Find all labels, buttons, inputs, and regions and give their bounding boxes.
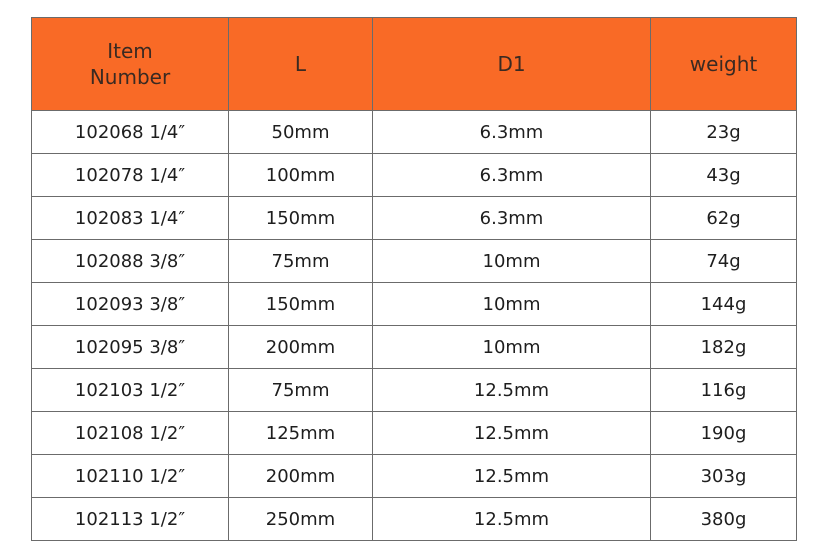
cell-weight: 43g <box>651 154 797 197</box>
cell-item-number: 102113 1/2″ <box>32 498 229 541</box>
header-item-number <box>32 18 229 111</box>
table-row <box>32 154 797 197</box>
spec-table <box>31 17 797 541</box>
table-row <box>32 369 797 412</box>
cell-d1: 12.5mm <box>373 498 651 541</box>
cell-item-number: 102108 1/2″ <box>32 412 229 455</box>
table-header <box>32 18 797 111</box>
cell-weight: 144g <box>651 283 797 326</box>
cell-weight: 303g <box>651 455 797 498</box>
cell-item-number: 102083 1/4″ <box>32 197 229 240</box>
header-d1-label: D1 <box>497 52 526 76</box>
header-l <box>229 18 373 111</box>
cell-l: 250mm <box>229 498 373 541</box>
table-row <box>32 326 797 369</box>
cell-d1: 6.3mm <box>373 154 651 197</box>
cell-l: 150mm <box>229 197 373 240</box>
cell-weight: 182g <box>651 326 797 369</box>
table-body <box>32 111 797 541</box>
cell-item-number: 102103 1/2″ <box>32 369 229 412</box>
header-l-label: L <box>294 52 307 76</box>
cell-item-number: 102110 1/2″ <box>32 455 229 498</box>
cell-item-number: 102093 3/8″ <box>32 283 229 326</box>
cell-weight: 380g <box>651 498 797 541</box>
cell-l: 100mm <box>229 154 373 197</box>
cell-item-number: 102078 1/4″ <box>32 154 229 197</box>
cell-d1: 12.5mm <box>373 412 651 455</box>
cell-d1: 10mm <box>373 240 651 283</box>
header-row <box>32 18 797 111</box>
cell-d1: 10mm <box>373 326 651 369</box>
cell-weight: 62g <box>651 197 797 240</box>
header-item-number-line-2: Number <box>89 65 171 89</box>
cell-l: 125mm <box>229 412 373 455</box>
header-weight-label: weight <box>689 52 758 76</box>
cell-weight: 74g <box>651 240 797 283</box>
cell-item-number: 102088 3/8″ <box>32 240 229 283</box>
table-row <box>32 283 797 326</box>
cell-d1: 12.5mm <box>373 369 651 412</box>
cell-l: 75mm <box>229 240 373 283</box>
cell-weight: 190g <box>651 412 797 455</box>
header-d1 <box>373 18 651 111</box>
cell-l: 200mm <box>229 455 373 498</box>
header-weight <box>651 18 797 111</box>
cell-d1: 6.3mm <box>373 197 651 240</box>
cell-item-number: 102095 3/8″ <box>32 326 229 369</box>
table-row <box>32 197 797 240</box>
cell-d1: 6.3mm <box>373 111 651 154</box>
cell-d1: 10mm <box>373 283 651 326</box>
table-row <box>32 498 797 541</box>
cell-l: 50mm <box>229 111 373 154</box>
table-row <box>32 455 797 498</box>
cell-weight: 116g <box>651 369 797 412</box>
header-item-number-line-1: Item <box>107 39 153 63</box>
table-row <box>32 111 797 154</box>
cell-d1: 12.5mm <box>373 455 651 498</box>
cell-l: 75mm <box>229 369 373 412</box>
cell-item-number: 102068 1/4″ <box>32 111 229 154</box>
cell-l: 200mm <box>229 326 373 369</box>
table-row <box>32 240 797 283</box>
cell-l: 150mm <box>229 283 373 326</box>
cell-weight: 23g <box>651 111 797 154</box>
table-row <box>32 412 797 455</box>
